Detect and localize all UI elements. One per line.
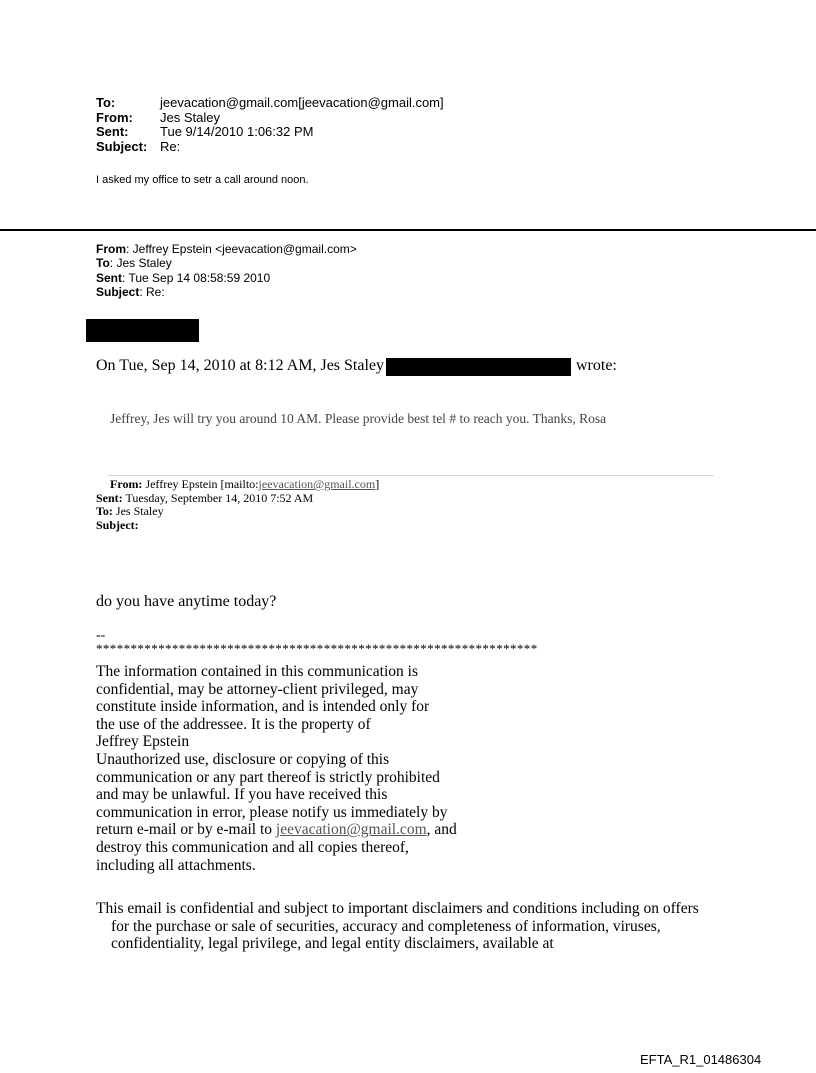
disclaimer-line: and may be unlawful. If you have received this xyxy=(96,786,388,804)
document-id-footer: EFTA_R1_01486304 xyxy=(640,1052,762,1067)
to-row-3 xyxy=(96,505,379,519)
to-value-3: Jes Staley xyxy=(112,504,164,518)
quoted-divider xyxy=(108,475,714,476)
sent-value: Tue 9/14/2010 1:06:32 PM xyxy=(160,124,314,139)
signature-dash: -- xyxy=(96,628,106,643)
to-value-2: : Jes Staley xyxy=(109,256,172,271)
disclaimer-line: Unauthorized use, disclosure or copying of this xyxy=(96,750,390,768)
from-label-3: From: xyxy=(110,477,143,491)
disclaimer-line: Jeffrey Epstein xyxy=(96,733,190,751)
email-header-1 xyxy=(96,96,444,154)
disclaimer-email-pre: return e-mail or by e-mail to xyxy=(96,821,276,839)
sent-row-2 xyxy=(96,271,357,285)
disclaimer-line: constitute inside information, and is intended only for xyxy=(96,698,430,716)
signature-stars: **************************************************************** xyxy=(96,641,538,656)
disclaimer-email-post: , and xyxy=(426,821,457,839)
subject-value: Re: xyxy=(160,138,181,154)
disclaimer-line xyxy=(96,821,457,839)
from-label-2: From xyxy=(96,242,126,256)
sent-value-3: Tuesday, September 14, 2010 7:52 AM xyxy=(122,490,314,505)
from-row-3 xyxy=(96,478,379,492)
legal-disclaimer-line: confidentiality, legal privilege, and legal entity disclaimers, available at xyxy=(111,935,554,953)
disclaimer-line: confidential, may be attorney-client privileged, may xyxy=(96,680,419,698)
quote-wrote: wrote: xyxy=(576,357,617,374)
sent-label: Sent: xyxy=(96,124,129,139)
to-row-2 xyxy=(96,256,357,270)
legal-disclaimer-line: This email is confidential and subject to important disclaimers and conditions including on offers xyxy=(96,900,699,917)
sent-row-3 xyxy=(96,492,379,506)
disclaimer-line: including all attachments. xyxy=(96,856,256,874)
sent-row xyxy=(96,125,444,140)
separator-rule xyxy=(0,229,816,231)
reply-body: I asked my office to setr a call around noon. xyxy=(96,174,309,186)
legal-disclaimer-block xyxy=(96,900,736,953)
to-value: jeevacation@gmail.com[jeevacation@gmail.com] xyxy=(160,95,444,110)
disclaimer-line: destroy this communication and all copies thereof, xyxy=(96,838,409,856)
disclaimer-line: The information contained in this communication is xyxy=(96,663,418,680)
quote-intro-line xyxy=(96,357,617,375)
subject-row-2 xyxy=(96,285,357,299)
sent-label-2: Sent xyxy=(96,270,123,285)
email-header-3 xyxy=(96,478,379,532)
disclaimer-line: communication in error, please notify us immediately by xyxy=(96,803,448,821)
from-value-3: Jeffrey Epstein [mailto: xyxy=(142,477,259,491)
from-row-2 xyxy=(96,242,357,256)
subject-label-2: Subject xyxy=(96,284,140,299)
to-row xyxy=(96,96,444,111)
rosa-message: Jeffrey, Jes will try you around 10 AM. Please provide best tel # to reach you. Thanks, Rosa xyxy=(110,411,607,426)
to-label-3: To: xyxy=(96,504,113,518)
email-header-2 xyxy=(96,242,357,299)
disclaimer-email-link[interactable]: jeevacation@gmail.com xyxy=(275,821,427,839)
to-label-2: To xyxy=(96,256,110,271)
from-label: From: xyxy=(96,109,133,125)
subject-row-3 xyxy=(96,519,379,533)
quote-intro: On Tue, Sep 14, 2010 at 8:12 AM, Jes Staley xyxy=(96,357,385,374)
from-close-3: ] xyxy=(375,477,380,491)
from-row xyxy=(96,111,444,126)
redaction-box-email xyxy=(386,358,571,376)
from-value-2: : Jeffrey Epstein <jeevacation@gmail.com> xyxy=(126,242,357,256)
subject-row xyxy=(96,140,444,155)
disclaimer-block xyxy=(96,663,457,874)
legal-disclaimer-line: for the purchase or sale of securities, accuracy and completeness of information, viruses, xyxy=(111,917,661,935)
disclaimer-line: communication or any part thereof is strictly prohibited xyxy=(96,768,440,786)
sent-label-3: Sent: xyxy=(96,490,123,505)
subject-label-3: Subject: xyxy=(96,517,139,532)
disclaimer-line: the use of the addressee. It is the property of xyxy=(96,715,371,733)
question-text: do you have anytime today? xyxy=(96,593,277,610)
to-label: To: xyxy=(96,95,116,110)
subject-label: Subject: xyxy=(96,138,148,154)
from-value: Jes Staley xyxy=(160,109,220,125)
subject-value-2: : Re: xyxy=(139,284,165,299)
sent-value-2: : Tue Sep 14 08:58:59 2010 xyxy=(122,270,271,285)
from-email-link[interactable]: jeevacation@gmail.com xyxy=(258,477,376,491)
redaction-box xyxy=(86,319,199,342)
